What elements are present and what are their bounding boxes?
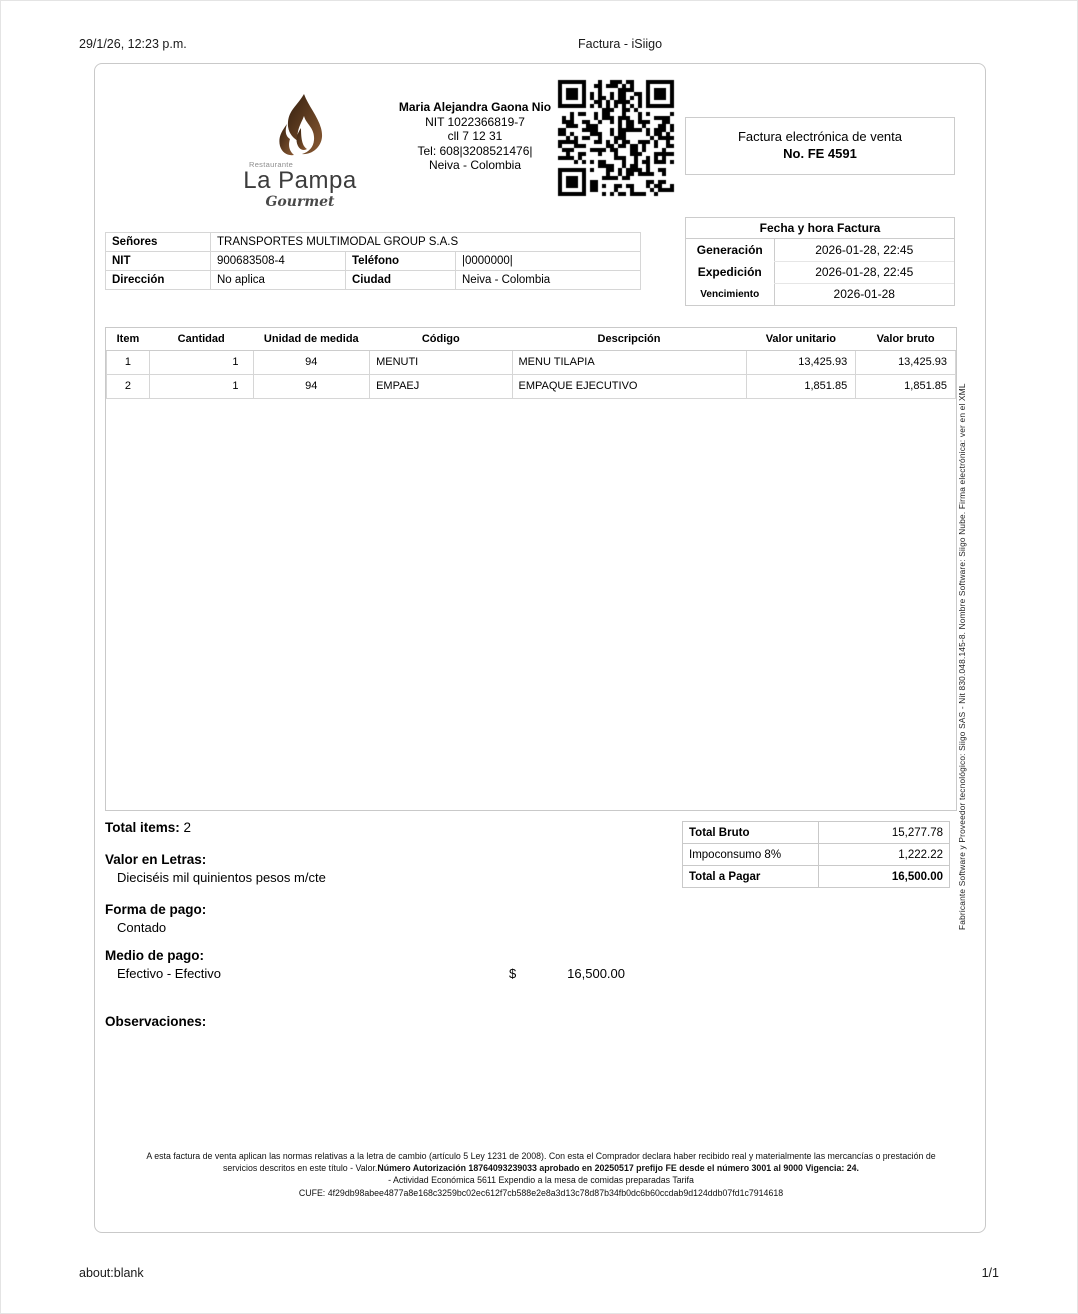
flame-icon xyxy=(271,94,329,166)
seller-city: Neiva - Colombia xyxy=(428,158,522,173)
col-header-cantidad: Cantidad xyxy=(149,328,253,350)
total-items-line xyxy=(105,820,191,835)
col-header-descripcion: Descripción xyxy=(512,328,746,350)
customer-senores-label: Señores xyxy=(106,233,211,252)
customer-ciudad-label: Ciudad xyxy=(346,271,456,290)
customer-senores-value: TRANSPORTES MULTIMODAL GROUP S.A.S xyxy=(211,233,641,252)
col-header-unidad: Unidad de medida xyxy=(253,328,370,350)
unidad-cell: 94 xyxy=(253,374,370,398)
customer-table xyxy=(105,232,641,290)
codigo-cell: MENUTI xyxy=(370,350,512,374)
valor-unitario-cell: 13,425.93 xyxy=(746,350,856,374)
seller-nit: NIT 1022366819-7 xyxy=(425,114,525,129)
medio-pago-amount: 16,500.00 xyxy=(567,966,625,981)
restaurant-logo xyxy=(235,94,365,210)
invoice-number: No. FE 4591 xyxy=(783,145,857,161)
table-row xyxy=(106,271,641,290)
table-row xyxy=(686,283,954,305)
descripcion-cell: MENU TILAPIA xyxy=(512,350,746,374)
col-header-valor-bruto: Valor bruto xyxy=(856,328,956,350)
items-table xyxy=(106,328,956,399)
invoice-dates-box xyxy=(685,217,955,306)
logo-gourmet-text: Gourmet xyxy=(265,194,335,210)
table-row xyxy=(686,261,954,283)
cantidad-cell: 1 xyxy=(149,350,253,374)
customer-ciudad-value: Neiva - Colombia xyxy=(456,271,641,290)
col-header-codigo: Código xyxy=(370,328,512,350)
col-header-item: Item xyxy=(107,328,150,350)
expedicion-value: 2026-01-28, 22:45 xyxy=(774,261,954,283)
legal-activity-text: - Actividad Económica 5611 Expendio a la mesa de comidas preparadas Tarifa xyxy=(388,1175,694,1186)
impoconsumo-value: 1,222.22 xyxy=(819,844,950,866)
unidad-cell: 94 xyxy=(253,350,370,374)
invoice-page xyxy=(94,63,986,1233)
items-table-container xyxy=(105,327,957,811)
invoice-number-box xyxy=(685,117,955,175)
invoice-title: Factura electrónica de venta xyxy=(737,129,903,144)
seller-phone: Tel: 608|3208521476| xyxy=(417,143,533,158)
valor-unitario-cell: 1,851.85 xyxy=(746,374,856,398)
item-cell: 1 xyxy=(107,350,150,374)
medio-pago-label: Medio de pago: xyxy=(105,948,204,963)
customer-direccion-label: Dirección xyxy=(106,271,211,290)
medio-pago-currency: $ xyxy=(509,966,517,981)
logo-restaurante-text: Restaurante xyxy=(249,160,294,169)
print-header-datetime: 29/1/26, 12:23 p.m. xyxy=(79,37,187,51)
table-row xyxy=(106,233,641,252)
dates-box-title: Fecha y hora Factura xyxy=(686,218,954,239)
totals-table xyxy=(682,821,950,888)
total-pagar-label: Total a Pagar xyxy=(683,866,819,888)
table-row xyxy=(683,844,950,866)
table-row xyxy=(686,239,954,261)
valor-letras-value: Dieciséis mil quinientos pesos m/cte xyxy=(117,870,326,885)
valor-letras-label: Valor en Letras: xyxy=(105,852,207,867)
qr-code xyxy=(555,77,677,199)
forma-pago-value: Contado xyxy=(117,920,167,935)
print-header-title: Factura - iSiigo xyxy=(578,37,663,51)
vencimiento-label: Vencimiento xyxy=(700,288,760,300)
col-header-valor-unitario: Valor unitario xyxy=(746,328,856,350)
table-row xyxy=(683,866,950,888)
medio-pago-value: Efectivo - Efectivo xyxy=(117,966,222,981)
table-row xyxy=(683,822,950,844)
legal-text: A esta factura de venta aplican las normas relativas a la letra de cambio (artículo 5 Ley 1231 de 2008). Con esta el Comprador declara haber recibido real y materialmente las mercancías o prestación de servicios descritos en este título - Valor. xyxy=(146,1151,936,1174)
generacion-value: 2026-01-28, 22:45 xyxy=(774,239,954,261)
valor-bruto-cell: 13,425.93 xyxy=(856,350,956,374)
forma-pago-label: Forma de pago: xyxy=(105,902,207,917)
legal-cufe-text: CUFE: 4f29db98abee4877a8e168c3259bc02ec612f7cb588e2e8a3d13c78d87b34fb0dc6b60ccdab9d124ddb07fd1c7914618 xyxy=(298,1187,784,1198)
customer-nit-value: 900683508-4 xyxy=(211,252,346,271)
total-bruto-label: Total Bruto xyxy=(683,822,819,844)
total-bruto-value: 15,277.78 xyxy=(819,822,950,844)
items-header-row xyxy=(107,328,956,350)
descripcion-cell: EMPAQUE EJECUTIVO xyxy=(512,374,746,398)
print-footer-page-number: 1/1 xyxy=(981,1266,999,1280)
total-items-value: 2 xyxy=(183,820,192,835)
table-row xyxy=(107,350,956,374)
impoconsumo-label: Impoconsumo 8% xyxy=(683,844,819,866)
generacion-label: Generación xyxy=(696,243,763,257)
table-row xyxy=(106,252,641,271)
customer-nit-label: NIT xyxy=(106,252,211,271)
observaciones-label: Observaciones: xyxy=(105,1014,207,1029)
valor-bruto-cell: 1,851.85 xyxy=(856,374,956,398)
customer-telefono-label: Teléfono xyxy=(346,252,456,271)
legal-footer xyxy=(135,1150,947,1199)
software-provider-note: Fabricante Software y Proveedor tecnológico: Siigo SAS - Nit 830.048.145-8. Nombre Software: Siigo Nube. Firma electrónica: ver en el XML xyxy=(957,383,967,930)
expedicion-label: Expedición xyxy=(697,265,762,279)
seller-info xyxy=(365,100,585,173)
total-pagar-value: 16,500.00 xyxy=(819,866,950,888)
logo-name-text: La Pampa xyxy=(243,167,357,194)
seller-name: Maria Alejandra Gaona Nio xyxy=(398,100,552,114)
seller-address: cll 7 12 31 xyxy=(447,129,503,144)
customer-direccion-value: No aplica xyxy=(211,271,346,290)
codigo-cell: EMPAEJ xyxy=(370,374,512,398)
customer-telefono-value: |0000000| xyxy=(456,252,641,271)
cantidad-cell: 1 xyxy=(149,374,253,398)
table-row xyxy=(107,374,956,398)
total-items-label: Total items: xyxy=(105,820,180,835)
item-cell: 2 xyxy=(107,374,150,398)
vencimiento-value: 2026-01-28 xyxy=(774,283,954,305)
legal-authorization-text: Número Autorización 18764093239033 aprobado en 20250517 prefijo FE desde el número 3001 al 9000 Vigencia: 24. xyxy=(377,1163,859,1174)
print-footer-url: about:blank xyxy=(79,1266,144,1280)
